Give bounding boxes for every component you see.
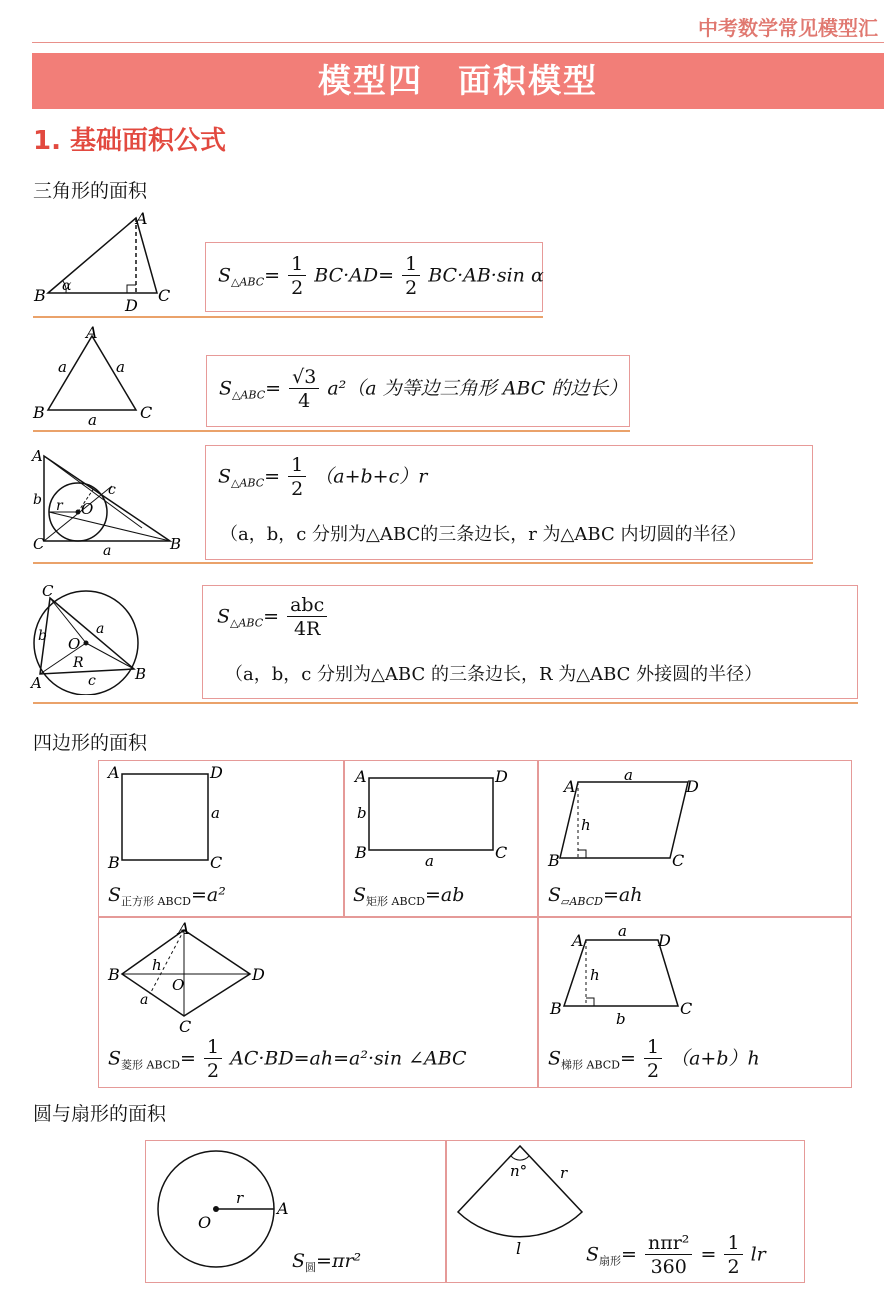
label-h: h [581, 816, 591, 834]
label-a: a [211, 804, 220, 822]
sector-frac-num: nπr² [645, 1232, 692, 1255]
label-r: r [236, 1189, 244, 1207]
f1-frac-den: 2 [291, 277, 304, 299]
label-a: a [624, 766, 633, 784]
rule-1 [33, 316, 543, 318]
header-divider [32, 42, 884, 43]
square-figure [100, 762, 240, 874]
trapezoid-figure [540, 918, 710, 1034]
label-C: C [158, 286, 171, 305]
label-O: O [172, 976, 185, 994]
subsection-circle-sector: 圆与扇形的面积 [33, 1103, 167, 1125]
banner [32, 53, 884, 109]
sector-frac2-den: 2 [727, 1256, 740, 1278]
label-a: a [140, 992, 149, 1008]
label-C: C [42, 583, 54, 600]
label-A: A [108, 763, 120, 782]
label-C: C [495, 843, 508, 862]
f4-frac-num: abc [287, 594, 327, 617]
f2-frac-num: √3 [289, 366, 319, 389]
f4-frac-den: 4R [293, 618, 321, 640]
label-C: C [672, 851, 685, 870]
label-A: A [136, 209, 148, 228]
sector-sub: 扇形 [599, 1254, 622, 1268]
label-b: b [38, 628, 47, 644]
f2-sub: △ABC [232, 388, 266, 402]
parallelogram-lhs: S [548, 884, 562, 906]
rhombus-sub: 菱形 ABCD [121, 1058, 180, 1072]
formula-box-4 [202, 585, 858, 699]
label-D: D [686, 777, 699, 796]
label-B: B [550, 999, 562, 1018]
label-C: C [179, 1017, 192, 1034]
circle-rest: =πr² [316, 1250, 362, 1272]
rhombus-frac-den: 2 [206, 1060, 220, 1082]
label-O: O [68, 635, 81, 653]
f3-frac-den: 2 [291, 478, 304, 500]
sector-figure [450, 1142, 600, 1264]
f1-frac-num: 1 [288, 253, 306, 276]
f4-note: （a，b，c 分别为△ABC 的三条边长，R 为△ABC 外接圆的半径） [225, 664, 763, 685]
label-a-left: a [58, 358, 67, 376]
label-O: O [81, 500, 94, 518]
square-formula [108, 884, 226, 909]
label-a: a [425, 852, 434, 870]
triangle-figure-4 [28, 583, 156, 695]
circle-lhs: S [292, 1250, 306, 1272]
label-b: b [616, 1010, 626, 1028]
label-B: B [355, 843, 367, 862]
label-D: D [495, 767, 508, 786]
label-B: B [108, 853, 120, 872]
rectangle-formula [353, 884, 464, 909]
sector-eq: = [621, 1243, 637, 1266]
label-h: h [590, 966, 600, 984]
rectangle-sub: 矩形 ABCD [366, 895, 425, 908]
label-r: r [56, 498, 63, 514]
rhombus-rest: AC·BD=ah=a²·sin ∠ABC [230, 1047, 467, 1070]
f1-rest2: BC·AB·sin α [428, 264, 544, 287]
label-c: c [108, 482, 116, 498]
f1-sub: △ABC [231, 275, 265, 289]
label-C: C [680, 999, 693, 1018]
trapezoid-eq: = [620, 1047, 636, 1070]
label-R: R [73, 655, 84, 671]
trapezoid-formula [548, 1036, 760, 1083]
f3-frac-num: 1 [288, 454, 306, 477]
label-h: h [152, 956, 162, 974]
rhombus-lhs: S [108, 1047, 122, 1070]
label-c: c [88, 673, 96, 689]
f3-note: （a，b，c 分别为△ABC的三条边长，r 为△ABC 内切圆的半径） [220, 524, 747, 545]
series-title: 中考数学常见模型汇 [698, 16, 878, 40]
f3-rest: （a+b+c）r [314, 465, 428, 488]
trapezoid-rest: （a+b）h [670, 1047, 760, 1070]
circle-figure [150, 1142, 300, 1280]
subsection-triangle: 三角形的面积 [33, 180, 148, 202]
label-D: D [210, 763, 223, 782]
trapezoid-frac-den: 2 [646, 1060, 660, 1082]
parallelogram-rest: =ah [602, 884, 643, 906]
label-a-bottom: a [88, 411, 97, 428]
sector-eq2: = [700, 1243, 717, 1266]
label-B: B [108, 965, 120, 984]
label-a: a [96, 621, 105, 637]
f1-frac2-den: 2 [405, 277, 418, 299]
sector-lhs: S [586, 1243, 600, 1266]
sector-rest: lr [750, 1243, 766, 1266]
rectangle-figure [345, 762, 525, 874]
triangle-figure-2 [30, 324, 160, 428]
section-title: 1. 基础面积公式 [33, 126, 227, 156]
circle-formula [292, 1250, 361, 1275]
circle-grid-v [445, 1140, 447, 1283]
quad-grid-v2 [537, 760, 539, 1088]
trapezoid-lhs: S [548, 1047, 562, 1070]
label-D: D [658, 931, 671, 950]
f1-frac2-num: 1 [402, 253, 420, 276]
banner-title: 模型四 面积模型 [318, 61, 598, 100]
f2-rest: a²（a 为等边三角形 ABC 的边长） [327, 377, 628, 400]
trapezoid-sub: 梯形 ABCD [561, 1058, 620, 1072]
subsection-quadrilateral: 四边形的面积 [33, 732, 148, 754]
square-sub: 正方形 ABCD [121, 895, 191, 908]
label-b: b [357, 804, 367, 822]
label-r: r [560, 1164, 568, 1182]
f3-sub: △ABC [231, 476, 265, 490]
sector-frac-den: 360 [650, 1256, 687, 1278]
label-a: a [618, 922, 627, 940]
label-n: n° [510, 1162, 528, 1180]
triangle-figure-3 [28, 446, 188, 558]
formula-box-2 [206, 355, 630, 427]
sector-frac2-num: 1 [724, 1232, 742, 1255]
triangle-figure-1 [30, 208, 180, 316]
label-B: B [135, 665, 147, 683]
label-A: A [32, 447, 43, 465]
f4-lhs: S [217, 605, 231, 628]
label-C: C [210, 853, 223, 872]
f2-frac-den: 4 [298, 390, 311, 412]
f2-lhs: S [219, 377, 233, 400]
sector-formula [586, 1232, 766, 1279]
rhombus-formula [108, 1036, 467, 1083]
label-A: A [355, 767, 367, 786]
label-A: A [86, 324, 98, 342]
label-C: C [33, 535, 45, 553]
f1-lhs: S [218, 264, 232, 287]
label-l: l [516, 1239, 522, 1258]
label-A: A [178, 919, 190, 938]
label-A: A [564, 777, 576, 796]
label-B: B [548, 851, 560, 870]
label-a-right: a [116, 358, 125, 376]
label-B: B [170, 535, 182, 553]
parallelogram-formula [548, 884, 642, 908]
square-lhs: S [108, 884, 122, 906]
label-A: A [31, 674, 42, 692]
square-rest: =a² [191, 884, 226, 906]
label-B: B [33, 403, 45, 422]
f4-eq: = [263, 605, 280, 628]
formula-box-3 [205, 445, 813, 560]
circle-sub: 圆 [305, 1261, 317, 1274]
parallelogram-figure [540, 762, 710, 874]
rhombus-frac-num: 1 [204, 1036, 222, 1059]
rhombus-figure [100, 918, 280, 1034]
rhombus-eq: = [180, 1047, 196, 1070]
f2-eq: = [265, 377, 282, 400]
rule-2 [33, 430, 630, 432]
label-alpha: α [62, 278, 72, 294]
f1-eq: = [264, 264, 281, 287]
label-a: a [103, 543, 112, 558]
f4-sub: △ABC [230, 616, 264, 630]
label-b: b [33, 492, 42, 508]
f3-eq: = [264, 465, 281, 488]
rectangle-lhs: S [353, 884, 367, 906]
label-A: A [277, 1199, 289, 1218]
label-D: D [252, 965, 265, 984]
label-A: A [572, 931, 584, 950]
parallelogram-sub: ▱ABCD [561, 895, 603, 908]
rectangle-rest: =ab [425, 884, 465, 906]
rule-4 [33, 702, 858, 704]
label-C: C [140, 403, 153, 422]
trapezoid-frac-num: 1 [644, 1036, 662, 1059]
f1-rest1: BC·AD= [314, 264, 395, 287]
label-B: B [34, 286, 46, 305]
f3-lhs: S [218, 465, 232, 488]
rule-3 [33, 562, 813, 564]
label-D: D [125, 296, 138, 315]
label-O: O [198, 1213, 212, 1232]
formula-box-1 [205, 242, 543, 312]
